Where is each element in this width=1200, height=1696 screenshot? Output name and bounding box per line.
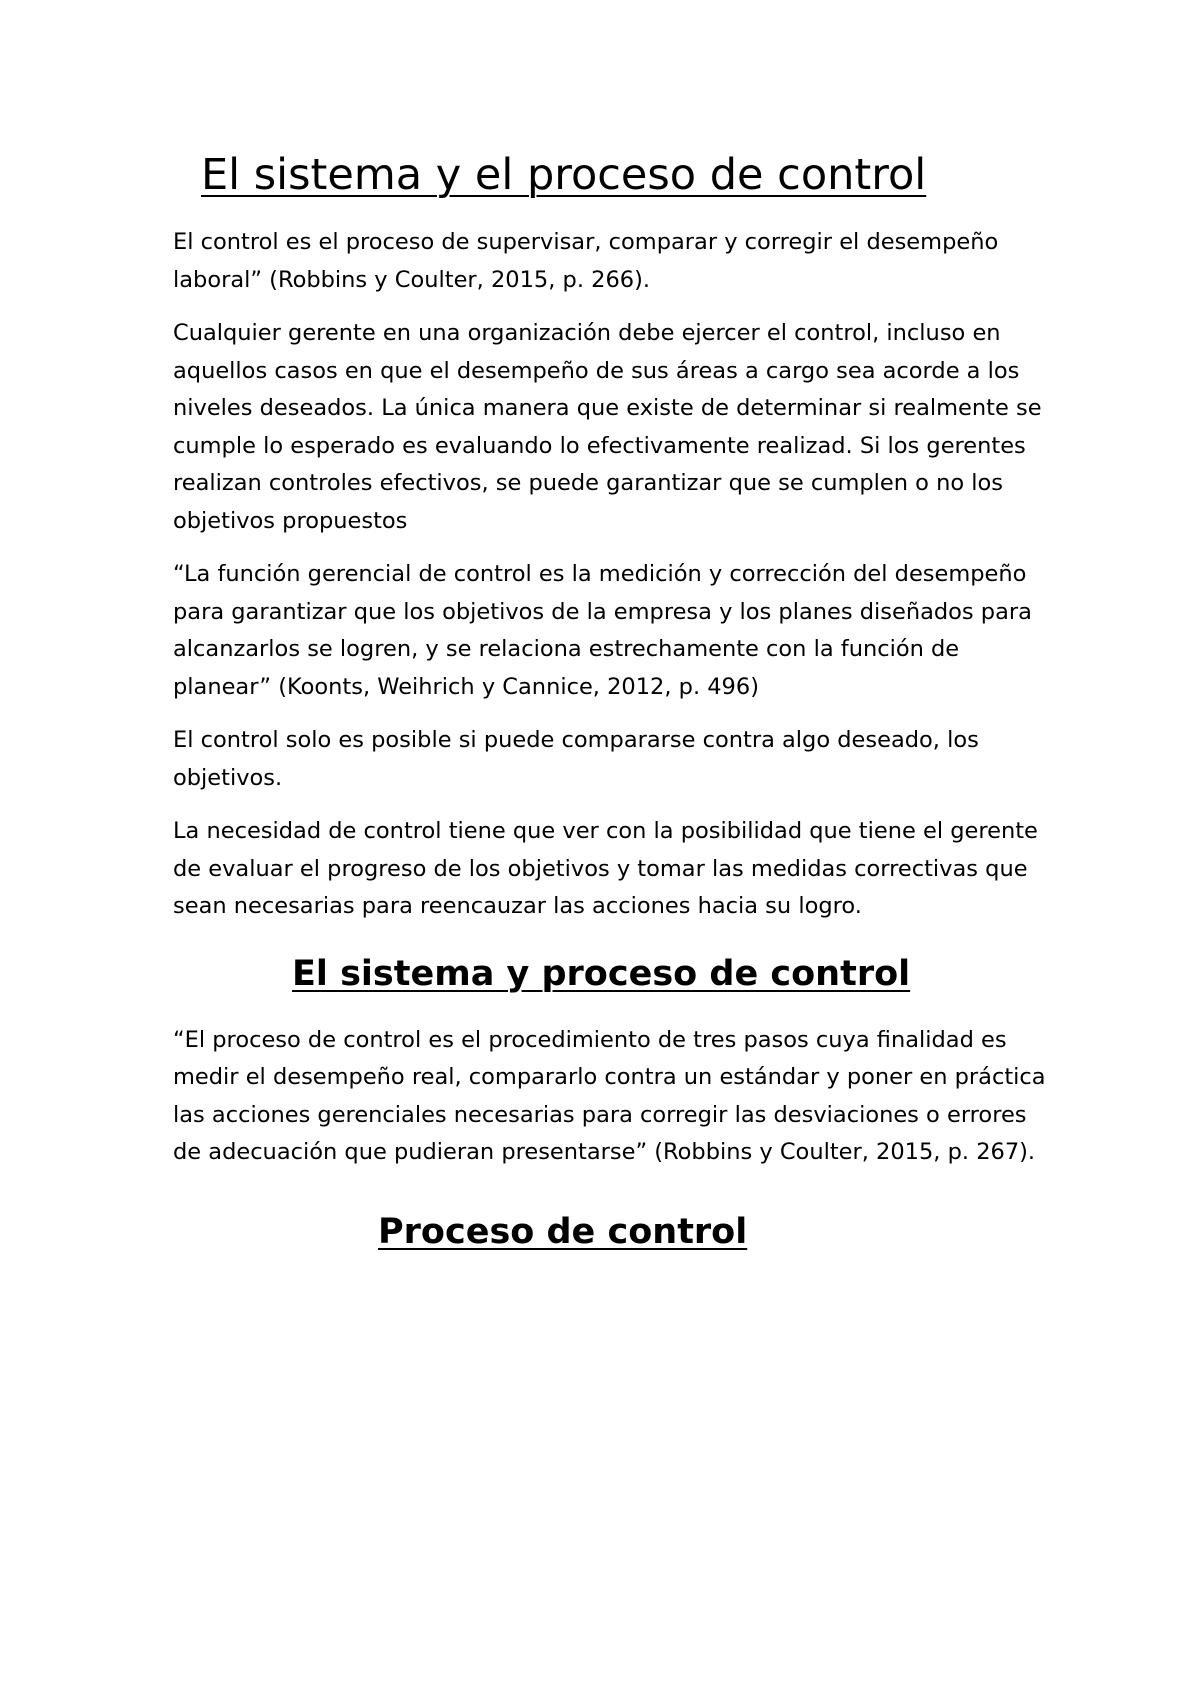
paragraph-koonts-quote: “La función gerencial de control es la medición y corrección del desempeño para garantizar que los objetivos de la empresa y los planes diseñados para alcanzarlos se logren, y se relaciona estrechamente con la función de planear” (Koonts, Weihrich y Cannice, 2012, p. 496) bbox=[173, 561, 1032, 700]
section-heading-process: Proceso de control bbox=[378, 1211, 748, 1252]
paragraph-control-objectives: El control solo es posible si puede compararse contra algo deseado, los objetivos. bbox=[173, 727, 979, 791]
paragraph-definition: El control es el proceso de supervisar, comparar y corregir el desempeño laboral” (Robbins y Coulter, 2015, p. 266). bbox=[173, 229, 999, 293]
section-heading-system: El sistema y proceso de control bbox=[292, 953, 911, 994]
paragraph-robbins-quote: “El proceso de control es el procedimiento de tres pasos cuya finalidad es medir el desempeño real, compararlo contra un estándar y poner en práctica las acciones gerenciales necesarias para corregir las desviaciones o errores de adecuación que pudieran presentarse” (Robbins y Coulter, 2015, p. 267). bbox=[173, 1026, 1046, 1165]
paragraph-manager-control: Cualquier gerente en una organización debe ejercer el control, incluso en aquellos casos en que el desempeño de sus áreas a cargo sea acorde a los niveles deseados. La única manera que existe de determinar si realmente se cumple lo esperado es evaluando lo efectivamente realizad. Si los gerentes realizan controles efectivos, se puede garantizar que se cumplen o no los objetivos propuestos bbox=[173, 320, 1042, 534]
document-title: El sistema y el proceso de control bbox=[201, 150, 927, 200]
document-page bbox=[173, 140, 1053, 1280]
paragraph-control-need: La necesidad de control tiene que ver con la posibilidad que tiene el gerente de evaluar el progreso de los objetivos y tomar las medidas correctivas que sean necesarias para reencauzar las acciones hacia su logro. bbox=[173, 818, 1038, 919]
